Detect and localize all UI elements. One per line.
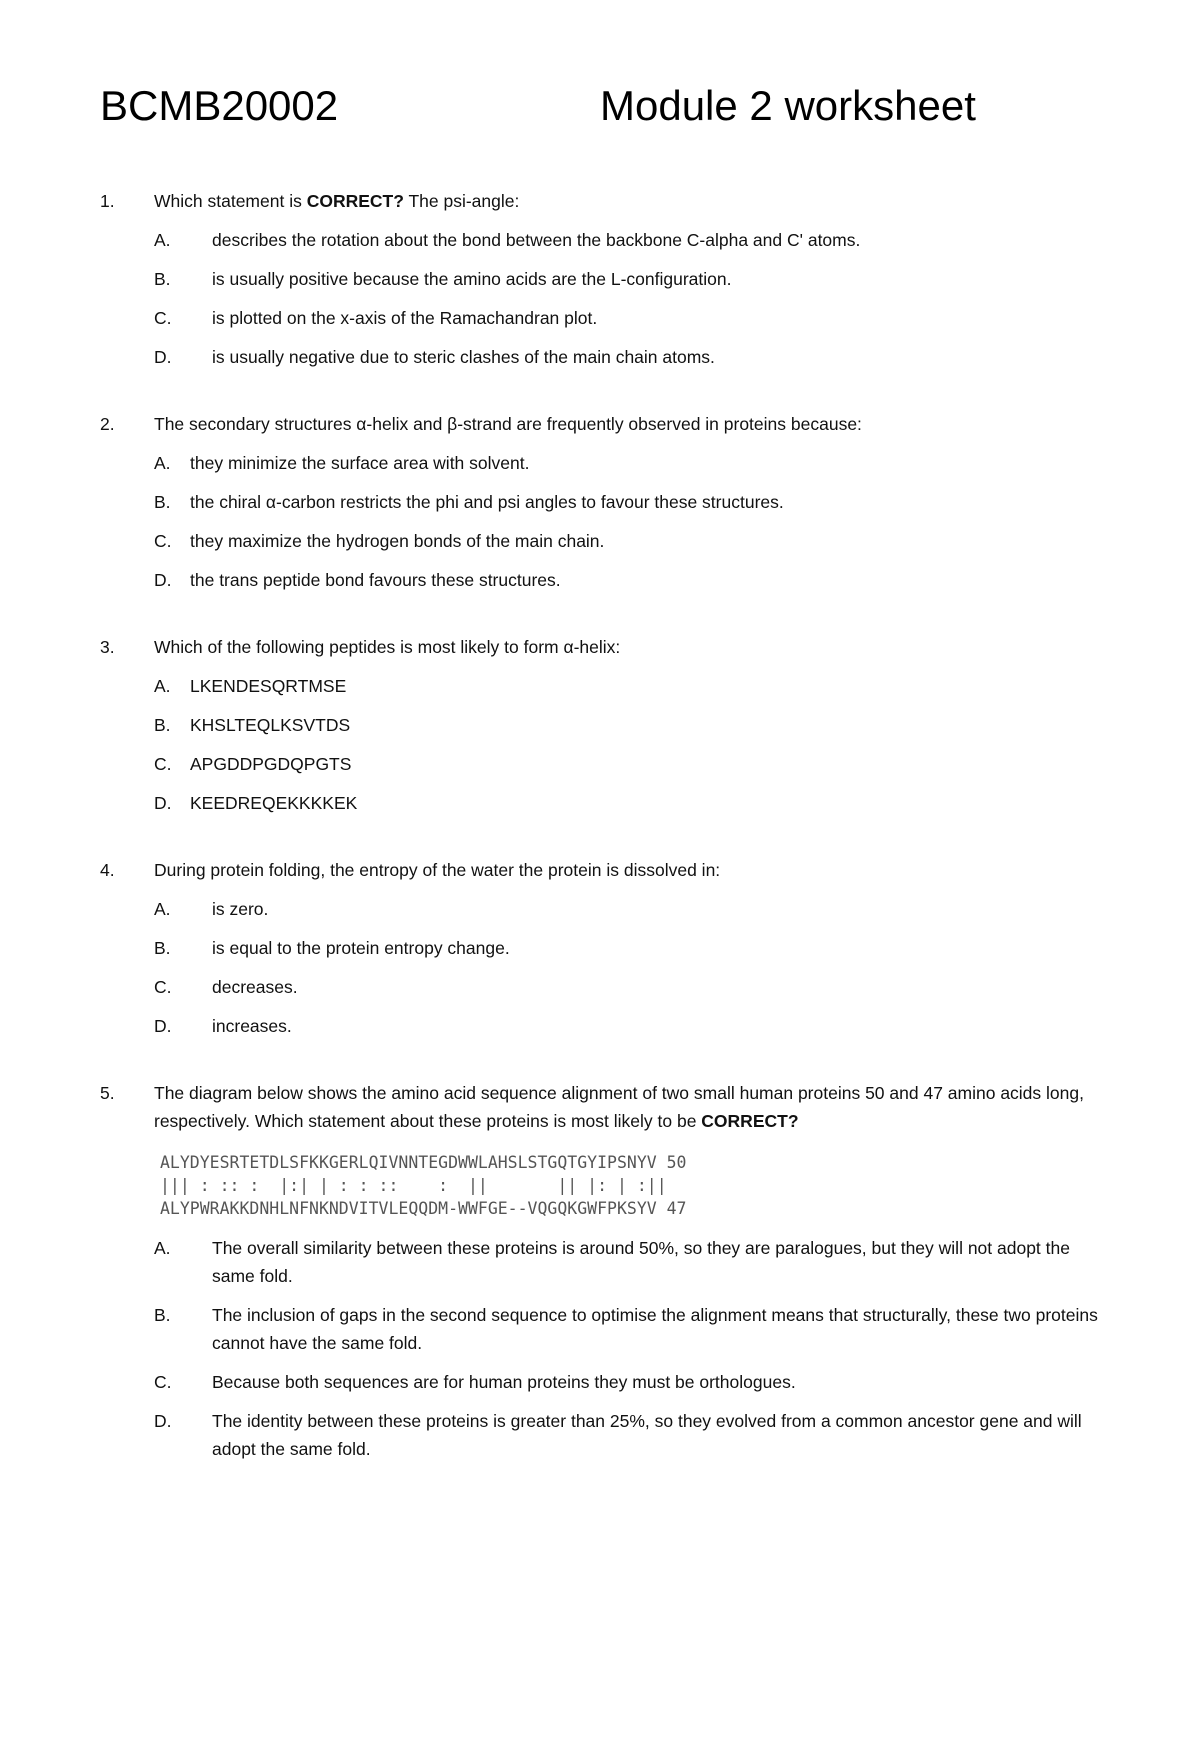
option-letter: D. (154, 347, 172, 367)
question-number: 1. (100, 191, 115, 211)
stem-text: The diagram below shows the amino acid sequence alignment of two small human proteins 50 and 47 amino acids long, respectively. Which statement about these proteins is most likely to be (154, 1083, 1084, 1131)
option-text: is usually positive because the amino acids are the L-configuration. (212, 269, 732, 289)
alignment-match-line: ||| : :: : |:| | : : :: : || || |: | :|| (160, 1176, 667, 1195)
question-stem (100, 633, 1110, 661)
question-1 (100, 187, 1110, 371)
question-text (154, 187, 1110, 215)
question-text: During protein folding, the entropy of the water the protein is dissolved in: (154, 860, 721, 880)
option-letter: A. (154, 676, 171, 696)
course-code: BCMB20002 (100, 82, 339, 129)
question-stem (100, 856, 1110, 884)
option-b (100, 265, 1110, 293)
question-3 (100, 633, 1110, 817)
question-stem (100, 187, 1110, 215)
sequence-alignment (160, 1151, 1110, 1220)
option-text: The overall similarity between these proteins is around 50%, so they are paralogues, but they will not adopt the same fold. (212, 1238, 1070, 1286)
question-5 (100, 1079, 1110, 1463)
option-letter: A. (154, 230, 171, 250)
option-letter: A. (154, 899, 171, 919)
option-letter: D. (154, 570, 172, 590)
stem-text: The psi-angle: (403, 191, 520, 211)
option-letter: B. (154, 715, 171, 735)
option-letter: B. (154, 1305, 171, 1325)
option-b (100, 934, 1110, 962)
option-letter: A. (154, 1238, 171, 1258)
option-text: is usually negative due to steric clashes of the main chain atoms. (212, 347, 715, 367)
option-text: increases. (212, 1016, 292, 1036)
question-number: 4. (100, 860, 115, 880)
option-text: decreases. (212, 977, 298, 997)
option-d (100, 566, 1110, 594)
option-text: Because both sequences are for human proteins they must be orthologues. (212, 1372, 796, 1392)
document-title: Module 2 worksheet (600, 82, 976, 129)
option-a (100, 226, 1110, 254)
option-text: the chiral α-carbon restricts the phi and psi angles to favour these structures. (190, 492, 784, 512)
option-letter: B. (154, 938, 171, 958)
option-b (100, 488, 1110, 516)
page-header (100, 78, 1100, 134)
question-stem (100, 1079, 1110, 1135)
option-a (100, 672, 1110, 700)
option-letter: A. (154, 453, 171, 473)
question-number: 3. (100, 637, 115, 657)
answer-options (100, 1234, 1110, 1463)
option-letter: D. (154, 1016, 172, 1036)
option-text: The inclusion of gaps in the second sequence to optimise the alignment means that structurally, these two proteins cannot have the same fold. (212, 1305, 1098, 1353)
option-a (100, 449, 1110, 477)
option-text: The identity between these proteins is greater than 25%, so they evolved from a common ancestor gene and will adopt the same fold. (212, 1411, 1082, 1459)
option-text: is plotted on the x-axis of the Ramachandran plot. (212, 308, 598, 328)
option-letter: C. (154, 308, 172, 328)
question-text: The secondary structures α-helix and β-strand are frequently observed in proteins because: (154, 414, 862, 434)
option-c (100, 527, 1110, 555)
alignment-sequence-1: ALYDYESRTETDLSFKKGERLQIVNNTEGDWWLAHSLSTGQTGYIPSNYV 50 (160, 1153, 687, 1172)
option-text: KEEDREQEKKKKEK (190, 793, 358, 813)
option-b (100, 711, 1110, 739)
option-letter: C. (154, 754, 172, 774)
option-a (100, 1234, 1110, 1290)
option-letter: D. (154, 793, 172, 813)
option-letter: B. (154, 269, 171, 289)
option-a (100, 895, 1110, 923)
option-text: they minimize the surface area with solvent. (190, 453, 530, 473)
option-text: LKENDESQRTMSE (190, 676, 347, 696)
question-4 (100, 856, 1110, 1040)
answer-options (100, 449, 1110, 594)
option-letter: C. (154, 1372, 172, 1392)
option-b (100, 1301, 1110, 1357)
question-text: Which of the following peptides is most likely to form α-helix: (154, 637, 621, 657)
option-c (100, 973, 1110, 1001)
option-c (100, 304, 1110, 332)
option-text: describes the rotation about the bond between the backbone C-alpha and C' atoms. (212, 230, 861, 250)
answer-options (100, 672, 1110, 817)
option-letter: B. (154, 492, 171, 512)
option-d (100, 1012, 1110, 1040)
option-text: KHSLTEQLKSVTDS (190, 715, 351, 735)
option-d (100, 1407, 1110, 1463)
option-c (100, 1368, 1110, 1396)
question-number: 2. (100, 414, 115, 434)
option-text: is zero. (212, 899, 269, 919)
question-number: 5. (100, 1083, 115, 1103)
answer-options (100, 895, 1110, 1040)
question-stem (100, 410, 1110, 438)
option-text: the trans peptide bond favours these structures. (190, 570, 561, 590)
option-text: is equal to the protein entropy change. (212, 938, 510, 958)
stem-text: Which statement is (154, 191, 307, 211)
answer-options (100, 226, 1110, 371)
option-d (100, 343, 1110, 371)
option-text: APGDDPGDQPGTS (190, 754, 352, 774)
stem-emphasis: CORRECT? (306, 191, 404, 211)
option-c (100, 750, 1110, 778)
option-d (100, 789, 1110, 817)
question-text (154, 1079, 1110, 1135)
alignment-sequence-2: ALYPWRAKKDNHLNFNKNDVITVLEQQDM-WWFGE--VQGQKGWFPKSYV 47 (160, 1199, 687, 1218)
stem-emphasis: CORRECT? (701, 1111, 799, 1131)
option-text: they maximize the hydrogen bonds of the main chain. (190, 531, 605, 551)
question-list (100, 187, 1110, 1502)
question-2 (100, 410, 1110, 594)
option-letter: D. (154, 1411, 172, 1431)
option-letter: C. (154, 977, 172, 997)
option-letter: C. (154, 531, 172, 551)
